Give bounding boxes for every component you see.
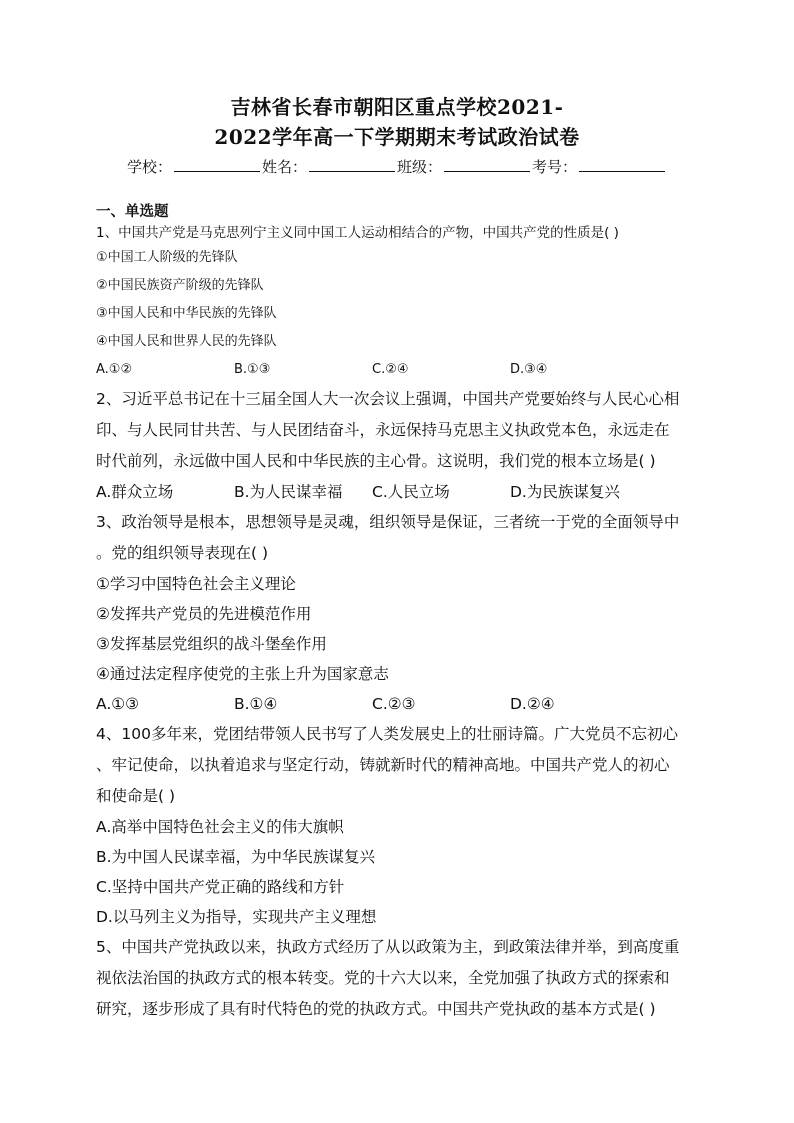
question-3-choice-a: A.①③: [96, 695, 140, 713]
question-1-item-2: ②中国民族资产阶级的先锋队: [96, 278, 264, 293]
question-1-choice-b: B.①③: [234, 362, 271, 377]
question-2-choice-c: C.人民立场: [372, 483, 450, 501]
question-1-choices: [96, 356, 698, 384]
question-3-choices: [96, 689, 698, 719]
question-1-item-1: ①中国工人阶级的先锋队: [96, 250, 238, 265]
question-3-item-1: ①学习中国特色社会主义理论: [96, 575, 296, 593]
question-5-stem-line3: 研究，逐步形成了具有时代特色的党的执政方式。中国共产党执政的基本方式是( ): [96, 1000, 656, 1018]
exam-no-blank[interactable]: [579, 157, 665, 172]
question-1-choice-c: C.②④: [372, 362, 409, 377]
class-label: 班级：: [397, 158, 443, 176]
exam-title-line1: 吉林省长春市朝阳区重点学校2021-: [230, 95, 564, 119]
question-3-stem-line2: 。党的组织领导表现在( ): [96, 544, 269, 562]
class-blank[interactable]: [444, 157, 530, 172]
question-4-choice-d: D.以马列主义为指导，实现共产主义理想: [96, 908, 377, 926]
question-4-stem-line2: 、牢记使命，以执着追求与坚定行动，铸就新时代的精神高地。中国共产党人的初心: [96, 756, 670, 774]
name-blank[interactable]: [309, 157, 395, 172]
question-5-stem-line1: 5、中国共产党执政以来，执政方式经历了从以政策为主，到政策法律并举，到高度重: [96, 938, 680, 956]
question-1-stem: 1、中国共产党是马克思列宁主义同中国工人运动相结合的产物，中国共产党的性质是( ): [96, 225, 619, 241]
question-4-choice-a: A.高举中国特色社会主义的伟大旗帜: [96, 818, 344, 836]
question-4-choice-b: B.为中国人民谋幸福，为中华民族谋复兴: [96, 848, 376, 866]
question-5-stem-line2: 视依法治国的执政方式的根本转变。党的十六大以来，全党加强了执政方式的探索和: [96, 969, 670, 987]
question-3-choice-c: C.②③: [372, 695, 416, 713]
question-2-stem-line2: 印、与人民同甘共苦、与人民团结奋斗，永远保持马克思主义执政党本色，永远走在: [96, 421, 670, 439]
question-3-choice-d: D.②④: [510, 695, 555, 713]
question-3-item-3: ③发挥基层党组织的战斗堡垒作用: [96, 635, 327, 653]
question-1-item-4: ④中国人民和世界人民的先锋队: [96, 334, 277, 349]
exam-title-line2: 2022学年高一下学期期末考试政治试卷: [214, 125, 580, 149]
question-2-choices: [96, 477, 698, 507]
question-4-stem-line3: 和使命是( ): [96, 787, 176, 805]
school-label: 学校：: [126, 158, 172, 176]
section-heading: 一、单选题: [96, 204, 169, 220]
question-1-choice-d: D.③④: [510, 362, 548, 377]
question-2-choice-b: B.为人民谋幸福: [234, 483, 343, 501]
question-2-stem-line3: 时代前列，永远做中国人民和中华民族的主心骨。这说明，我们党的根本立场是( ): [96, 452, 656, 470]
student-info-row: [96, 156, 698, 178]
question-2-choice-d: D.为民族谋复兴: [510, 483, 620, 501]
question-2-choice-a: A.群众立场: [96, 483, 174, 501]
school-blank[interactable]: [174, 157, 260, 172]
question-4-stem-line1: 4、100多年来，党团结带领人民书写了人类发展史上的壮丽诗篇。广大党员不忘初心: [96, 725, 678, 743]
question-1-item-3: ③中国人民和中华民族的先锋队: [96, 306, 277, 321]
question-2-stem-line1: 2、习近平总书记在十三届全国人大一次会议上强调，中国共产党要始终与人民心心相: [96, 390, 680, 408]
question-3-stem-line1: 3、政治领导是根本，思想领导是灵魂，组织领导是保证，三者统一于党的全面领导中: [96, 513, 680, 531]
question-3-choice-b: B.①④: [234, 695, 278, 713]
question-4-choice-c: C.坚持中国共产党正确的路线和方针: [96, 878, 345, 896]
question-3-item-4: ④通过法定程序使党的主张上升为国家意志: [96, 665, 389, 683]
question-1-choice-a: A.①②: [96, 362, 133, 377]
question-3-item-2: ②发挥共产党员的先进模范作用: [96, 605, 312, 623]
name-label: 姓名：: [261, 158, 307, 176]
exam-no-label: 考号：: [532, 158, 578, 176]
